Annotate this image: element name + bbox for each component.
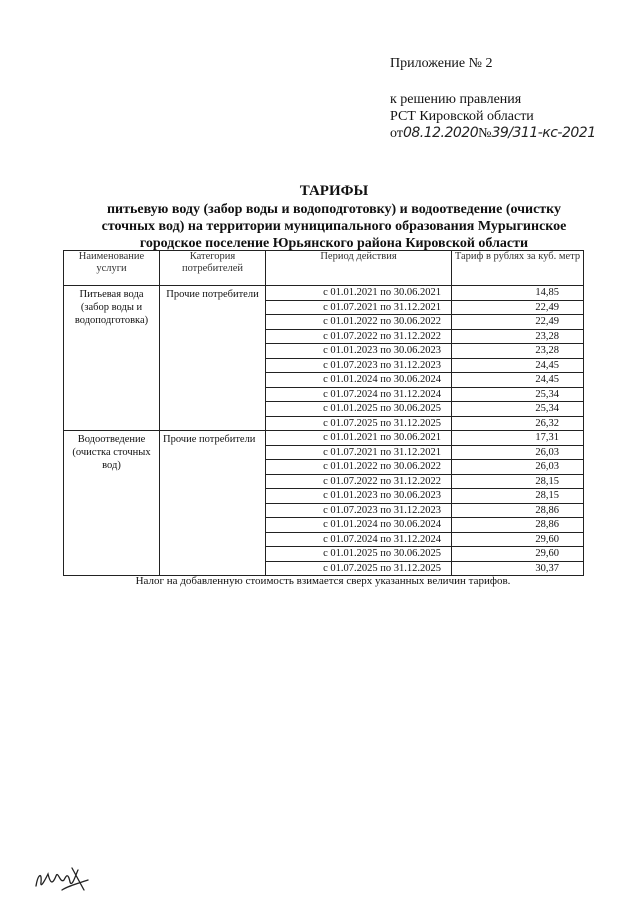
- tariff-cell: 24,45: [452, 358, 584, 373]
- period-cell: с 01.01.2023 по 30.06.2023: [266, 344, 452, 359]
- period-cell: с 01.07.2024 по 31.12.2024: [266, 387, 452, 402]
- decision-number-label: №: [478, 126, 492, 141]
- period-cell: с 01.01.2024 по 30.06.2024: [266, 518, 452, 533]
- tariff-cell: 28,86: [452, 518, 584, 533]
- table-header-row: [64, 251, 584, 286]
- tariff-cell: 30,37: [452, 561, 584, 576]
- decision-line-2: РСТ Кировской области: [390, 109, 534, 124]
- tariff-cell: 25,34: [452, 387, 584, 402]
- document-title: [70, 183, 598, 252]
- header-period: Период действия: [266, 251, 452, 286]
- period-cell: с 01.07.2022 по 31.12.2022: [266, 474, 452, 489]
- period-cell: с 01.07.2024 по 31.12.2024: [266, 532, 452, 547]
- tariff-table-body: [64, 286, 584, 576]
- header-tariff: Тариф в рублях за куб. метр: [452, 251, 584, 286]
- tariff-cell: 26,32: [452, 416, 584, 431]
- period-cell: с 01.01.2021 по 30.06.2021: [266, 431, 452, 446]
- tariff-cell: 29,60: [452, 532, 584, 547]
- period-cell: с 01.01.2025 по 30.06.2025: [266, 547, 452, 562]
- tariff-cell: 17,31: [452, 431, 584, 446]
- decision-reference: [390, 91, 596, 142]
- period-cell: с 01.07.2022 по 31.12.2022: [266, 329, 452, 344]
- period-cell: с 01.01.2025 по 30.06.2025: [266, 402, 452, 417]
- decision-date: 08.12.2020: [402, 125, 479, 141]
- tariff-cell: 28,15: [452, 474, 584, 489]
- decision-date-line: [390, 125, 596, 142]
- title-line-1: питьевую воду (забор воды и водоподготовку) и водоотведение (очистку: [106, 202, 562, 217]
- service-name-cell: Питьевая вода (забор воды и водоподготовка): [64, 286, 160, 431]
- tariff-cell: 29,60: [452, 547, 584, 562]
- period-cell: с 01.01.2022 по 30.06.2022: [266, 315, 452, 330]
- title-line-2: сточных вод) на территории муниципального образования Мурыгинское: [101, 219, 567, 234]
- tariff-cell: 14,85: [452, 286, 584, 301]
- period-cell: с 01.07.2023 по 31.12.2023: [266, 503, 452, 518]
- tax-note: Налог на добавленную стоимость взимается сверх указанных величин тарифов.: [135, 575, 511, 587]
- decision-number: 39/311-кс-2021: [491, 125, 596, 141]
- table-row: [64, 431, 584, 446]
- consumer-category-cell: Прочие потребители: [160, 431, 266, 576]
- service-name-cell: Водоотведение (очистка сточных вод): [64, 431, 160, 576]
- period-cell: с 01.01.2023 по 30.06.2023: [266, 489, 452, 504]
- decision-line-1: к решению правления: [390, 92, 522, 107]
- header-service: Наименование услуги: [64, 251, 160, 286]
- period-cell: с 01.07.2025 по 31.12.2025: [266, 561, 452, 576]
- period-cell: с 01.01.2024 по 30.06.2024: [266, 373, 452, 388]
- period-cell: с 01.07.2021 по 31.12.2021: [266, 300, 452, 315]
- consumer-category-cell: Прочие потребители: [160, 286, 266, 431]
- period-cell: с 01.07.2025 по 31.12.2025: [266, 416, 452, 431]
- tariff-cell: 28,15: [452, 489, 584, 504]
- tariff-cell: 26,03: [452, 445, 584, 460]
- tariff-cell: 28,86: [452, 503, 584, 518]
- signature-mark: [32, 860, 92, 894]
- tariff-cell: 24,45: [452, 373, 584, 388]
- period-cell: с 01.01.2021 по 30.06.2021: [266, 286, 452, 301]
- title-line-3: городское поселение Юрьянского района Кировской области: [139, 236, 529, 251]
- tariff-cell: 22,49: [452, 315, 584, 330]
- title-main: ТАРИФЫ: [299, 183, 369, 199]
- header-category: Категория потребителей: [160, 251, 266, 286]
- tariff-cell: 23,28: [452, 329, 584, 344]
- decision-prefix: от: [390, 126, 403, 141]
- period-cell: с 01.07.2021 по 31.12.2021: [266, 445, 452, 460]
- tariff-cell: 25,34: [452, 402, 584, 417]
- period-cell: с 01.01.2022 по 30.06.2022: [266, 460, 452, 475]
- appendix-label: Приложение № 2: [390, 56, 493, 71]
- table-row: [64, 286, 584, 301]
- tariff-table: [63, 250, 584, 576]
- tariff-cell: 22,49: [452, 300, 584, 315]
- period-cell: с 01.07.2023 по 31.12.2023: [266, 358, 452, 373]
- tariff-cell: 23,28: [452, 344, 584, 359]
- tariff-cell: 26,03: [452, 460, 584, 475]
